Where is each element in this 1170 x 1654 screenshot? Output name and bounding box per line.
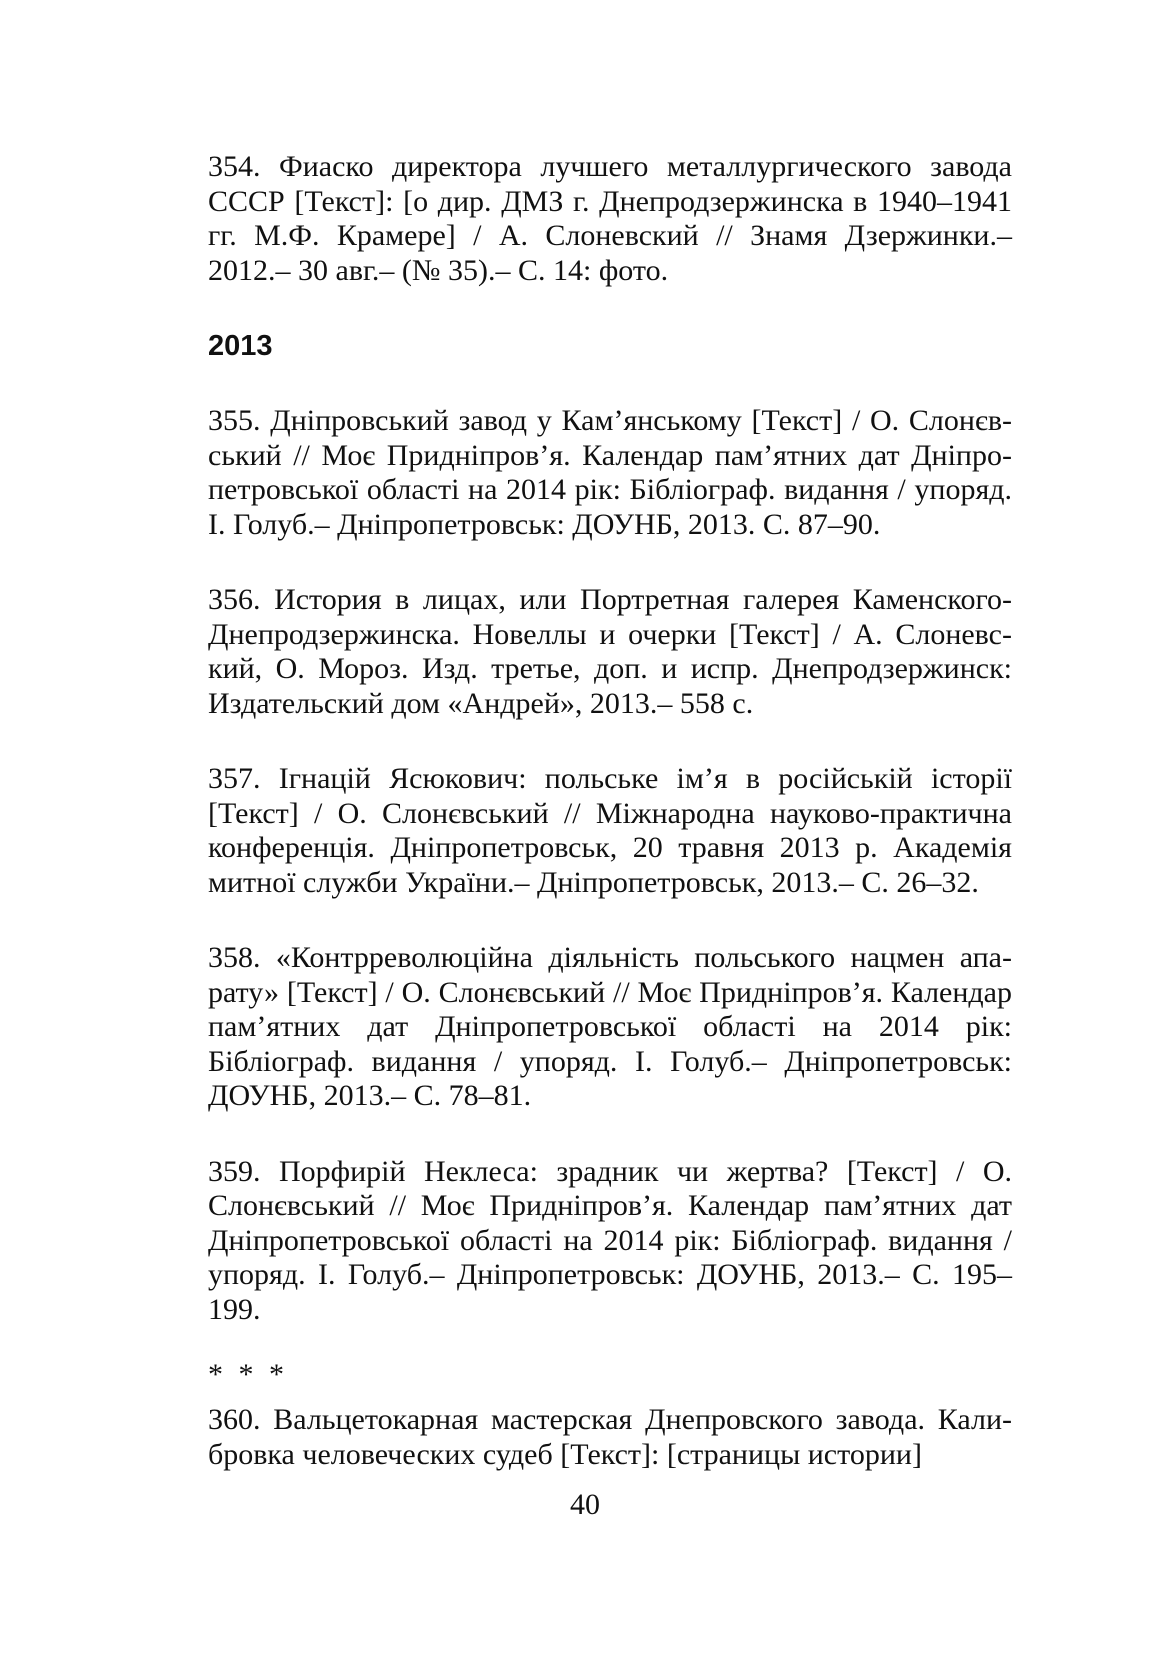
bibliography-entry-359: 359. Порфирій Неклеса: зрадник чи жертва? [Текст] / О. Слонєвський // Моє Придніпров’я. Календар пам’ятних дат Дніпропетровської області на 2014 рік: Бібліограф. видання / упоряд. І. Голуб.– Дніпропетровськ: ДОУНБ, 2013.– С. 195–199. bbox=[208, 1154, 1012, 1326]
section-separator: * * * bbox=[208, 1358, 288, 1391]
year-heading: 2013 bbox=[208, 330, 273, 362]
bibliography-entry-356: 356. История в лицах, или Портретная галерея Каменского-Днепродзержинска. Новеллы и очерки [Текст] / А. Слоневский, О. Мороз. Изд. третье, доп. и испр. Днепродзержинск: Издательский дом «Андрей», 2013.– 558 с. bbox=[208, 583, 1012, 720]
bibliography-entry-354: 354. Фиаско директора лучшего металлургического завода СССР [Текст]: [о дир. ДМЗ г. Днепродзержинска в 1940–1941 гг. М.Ф. Крамере] / А. Слоневский // Знамя Дзержинки.– 2012.– 30 авг.– (№ 35).– С. 14: фото. bbox=[208, 150, 1012, 287]
bibliography-entry-360: 360. Вальцетокарная мастерская Днепровского завода. Калибровка человеческих судеб [Текст]: [страницы истории] bbox=[208, 1403, 1012, 1471]
bibliography-entry-355: 355. Дніпровський завод у Кам’янському [Текст] / О. Слонєвський // Моє Придніпров’я. Календар пам’ятних дат Дніпропетровської області на 2014 рік: Бібліограф. видання / упоряд. І. Голуб.– Дніпропетровськ: ДОУНБ, 2013. С. 87–90. bbox=[208, 404, 1012, 541]
bibliography-entry-357: 357. Ігнацій Ясюкович: польське ім’я в російській історії [Текст] / О. Слонєвський // Міжнародна науково-практична конференція. Дніпропетровськ, 20 травня 2013 р. Академія митної служби України.– Дніпропетровськ, 2013.– С. 26–32. bbox=[208, 762, 1012, 899]
page-number: 40 bbox=[570, 1488, 600, 1521]
page-body bbox=[208, 150, 1012, 1472]
bibliography-entry-358: 358. «Контрреволюційна діяльність польського нацмен апарату» [Текст] / О. Слонєвський // Моє Придніпров’я. Календар пам’ятних дат Дніпропетровської області на 2014 рік: Бібліограф. видання / упоряд. І. Голуб.– Дніпропетровськ: ДОУНБ, 2013.– С. 78–81. bbox=[208, 941, 1012, 1112]
